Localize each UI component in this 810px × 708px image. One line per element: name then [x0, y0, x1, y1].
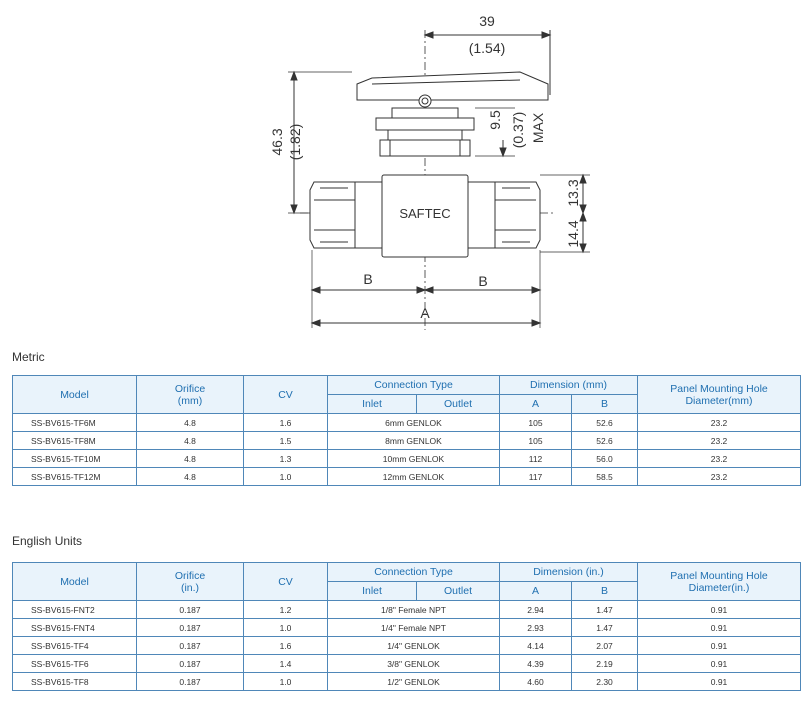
dim-upper: 13.3 [565, 179, 581, 207]
cell-orifice: 0.187 [137, 655, 244, 673]
cell-orifice: 0.187 [137, 673, 244, 691]
cell-connection-type: 1/8" Female NPT [328, 601, 500, 619]
cell-panel-hole: 0.91 [638, 601, 801, 619]
cell-model: SS-BV615-TF10M [13, 450, 137, 468]
header-cv: CV [244, 563, 328, 601]
table-row [13, 619, 801, 637]
cell-model: SS-BV615-TF8 [13, 673, 137, 691]
cell-dim-b: 2.19 [572, 655, 638, 673]
header-outlet: Outlet [417, 582, 500, 601]
table-row [13, 637, 801, 655]
cell-panel-hole: 23.2 [638, 414, 801, 432]
cell-panel-hole: 23.2 [638, 468, 801, 486]
table-row [13, 432, 801, 450]
cell-cv: 1.2 [244, 601, 328, 619]
dim-height-in: (1.82) [287, 123, 303, 161]
dim-handle-suffix: MAX [530, 112, 546, 144]
header-dim-b: B [572, 582, 638, 601]
header-orifice [137, 563, 244, 601]
header-panel-label: Panel Mounting Hole [670, 382, 768, 395]
cell-panel-hole: 0.91 [638, 655, 801, 673]
cell-connection-type: 1/4" Female NPT [328, 619, 500, 637]
header-orifice [137, 376, 244, 414]
cell-cv: 1.6 [244, 637, 328, 655]
cell-model: SS-BV615-TF8M [13, 432, 137, 450]
english-spec-table [12, 562, 801, 691]
cell-dim-a: 4.14 [500, 637, 572, 655]
header-panel-label: Panel Mounting Hole [670, 569, 768, 582]
cell-dim-b: 58.5 [572, 468, 638, 486]
header-dimension: Dimension (mm) [500, 376, 638, 395]
cell-orifice: 4.8 [137, 414, 244, 432]
cell-model: SS-BV615-TF6 [13, 655, 137, 673]
header-dim-a: A [500, 582, 572, 601]
header-panel-unit: Diameter(mm) [685, 394, 753, 407]
cell-dim-b: 52.6 [572, 414, 638, 432]
cell-orifice: 4.8 [137, 432, 244, 450]
english-section-title: English Units [12, 534, 83, 548]
header-inlet: Inlet [328, 395, 417, 414]
cell-dim-b: 56.0 [572, 450, 638, 468]
cell-dim-a: 105 [500, 414, 572, 432]
brand-label: SAFTEC [399, 206, 451, 221]
cell-panel-hole: 0.91 [638, 673, 801, 691]
cell-dim-a: 4.39 [500, 655, 572, 673]
dim-handle-in: (0.37) [510, 111, 526, 149]
header-panel-hole [638, 563, 801, 601]
header-panel-unit: Diameter(in.) [688, 581, 750, 594]
table-row [13, 655, 801, 673]
cell-panel-hole: 23.2 [638, 432, 801, 450]
dim-lower: 14.4 [565, 220, 581, 248]
table-row [13, 450, 801, 468]
header-connection-type: Connection Type [328, 376, 500, 395]
cell-dim-a: 105 [500, 432, 572, 450]
cell-connection-type: 1/4" GENLOK [328, 637, 500, 655]
header-orifice-label: Orifice [174, 382, 206, 395]
cell-dim-a: 117 [500, 468, 572, 486]
header-model: Model [13, 376, 137, 414]
cell-model: SS-BV615-TF4 [13, 637, 137, 655]
cell-connection-type: 3/8" GENLOK [328, 655, 500, 673]
cell-orifice: 4.8 [137, 450, 244, 468]
cell-dim-a: 4.60 [500, 673, 572, 691]
valve-dimension-drawing [250, 5, 590, 335]
cell-model: SS-BV615-FNT2 [13, 601, 137, 619]
cell-cv: 1.0 [244, 619, 328, 637]
cell-dim-b: 2.07 [572, 637, 638, 655]
cell-orifice: 0.187 [137, 637, 244, 655]
cell-dim-a: 112 [500, 450, 572, 468]
header-orifice-label: Orifice [174, 569, 206, 582]
cell-dim-b: 1.47 [572, 601, 638, 619]
table-row [13, 601, 801, 619]
header-outlet: Outlet [417, 395, 500, 414]
cell-panel-hole: 0.91 [638, 637, 801, 655]
cell-panel-hole: 0.91 [638, 619, 801, 637]
header-dimension: Dimension (in.) [500, 563, 638, 582]
cell-dim-a: 2.93 [500, 619, 572, 637]
cell-model: SS-BV615-TF6M [13, 414, 137, 432]
header-panel-hole [638, 376, 801, 414]
cell-cv: 1.4 [244, 655, 328, 673]
header-dim-a: A [500, 395, 572, 414]
table-row [13, 468, 801, 486]
cell-orifice: 0.187 [137, 601, 244, 619]
cell-connection-type: 12mm GENLOK [328, 468, 500, 486]
table-row [13, 414, 801, 432]
cell-connection-type: 8mm GENLOK [328, 432, 500, 450]
cell-cv: 1.3 [244, 450, 328, 468]
metric-spec-table [12, 375, 801, 486]
header-connection-type: Connection Type [328, 563, 500, 582]
cell-dim-b: 1.47 [572, 619, 638, 637]
cell-connection-type: 10mm GENLOK [328, 450, 500, 468]
cell-model: SS-BV615-TF12M [13, 468, 137, 486]
header-model: Model [13, 563, 137, 601]
cell-panel-hole: 23.2 [638, 450, 801, 468]
cell-dim-b: 2.30 [572, 673, 638, 691]
dim-label-a: A [420, 305, 430, 321]
dim-width-mm: 39 [479, 13, 495, 29]
cell-cv: 1.5 [244, 432, 328, 450]
header-orifice-unit: (in.) [180, 581, 200, 594]
header-inlet: Inlet [328, 582, 417, 601]
dim-height-mm: 46.3 [269, 128, 285, 156]
table-row [13, 673, 801, 691]
cell-orifice: 0.187 [137, 619, 244, 637]
metric-section-title: Metric [12, 350, 45, 364]
cell-connection-type: 6mm GENLOK [328, 414, 500, 432]
cell-cv: 1.6 [244, 414, 328, 432]
dim-label-b-right: B [478, 273, 488, 289]
header-cv: CV [244, 376, 328, 414]
dim-handle-mm: 9.5 [487, 110, 503, 130]
dim-width-in: (1.54) [468, 40, 506, 56]
header-orifice-unit: (mm) [177, 394, 203, 407]
cell-cv: 1.0 [244, 673, 328, 691]
cell-orifice: 4.8 [137, 468, 244, 486]
cell-dim-b: 52.6 [572, 432, 638, 450]
cell-cv: 1.0 [244, 468, 328, 486]
header-dim-b: B [572, 395, 638, 414]
cell-connection-type: 1/2" GENLOK [328, 673, 500, 691]
dim-label-b-left: B [363, 271, 373, 287]
cell-dim-a: 2.94 [500, 601, 572, 619]
cell-model: SS-BV615-FNT4 [13, 619, 137, 637]
